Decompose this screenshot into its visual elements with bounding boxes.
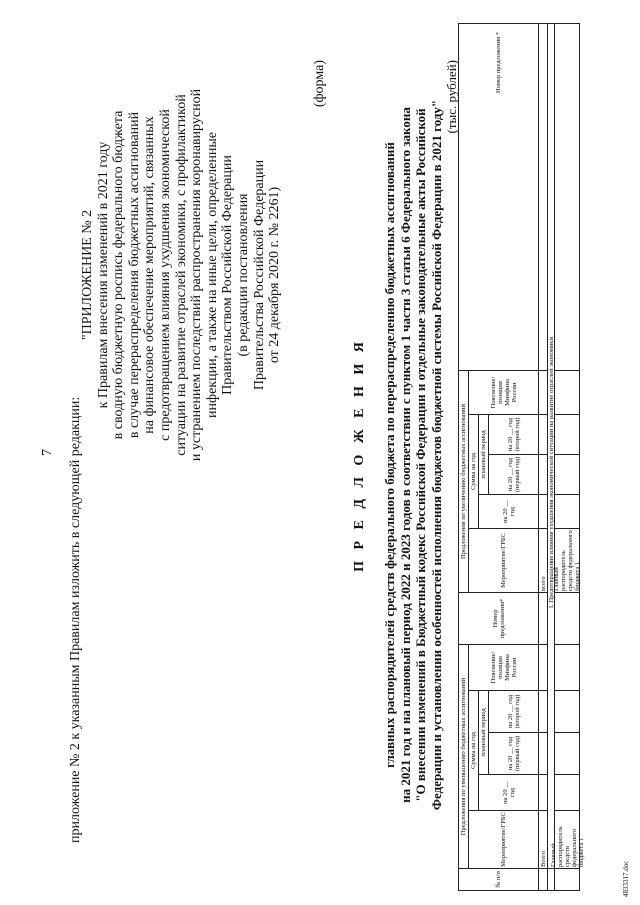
total-cell: [539, 644, 548, 690]
decrease-explanation: Пояснение/ позиция Минфина России: [469, 644, 539, 690]
grbs-right-label: Главный распорядитель средств федерального бюджета 1: [555, 528, 579, 592]
grbs-cell: [555, 592, 579, 644]
decrease-year-second: на 20 __ год (второй год): [489, 690, 539, 732]
grbs-cell: [555, 454, 579, 494]
total-cell: [539, 774, 548, 810]
title-line: Федерации и установлении особенностей исполнения бюджетов бюджетной системы Российской Федерации в 2021 году": [428, 99, 444, 811]
grbs-cell: [555, 370, 579, 414]
total-cell: [539, 690, 548, 732]
section-num-cell: [548, 868, 555, 890]
units-label: (тыс. рублей): [444, 60, 459, 134]
annex-line: на финансовое обеспечение мероприятий, связанных: [142, 116, 158, 434]
increase-explanation: Пояснение/ позиция Минфина России: [469, 370, 539, 414]
annex-line: с предотвращением влияния ухудшения экономической: [157, 109, 173, 441]
decrease-year-first: на 20 __ год (первый год): [489, 732, 539, 774]
increase-measure-header: Мероприятие/ГРБС: [469, 528, 539, 592]
increase-year-first: на 20 __ год (первый год): [489, 454, 539, 494]
title-line: на 2021 год и на плановый период 2022 и 2023 годов в соответствии с пунктом 1 части 3 статьи 6 Федерального закона: [397, 107, 413, 803]
increase-year-second: на 20 __ год (второй год): [489, 414, 539, 454]
increase-planned-period: плановый период: [479, 414, 489, 494]
title-heading: П Р Е Д Л О Ж Е Н И Я: [352, 338, 367, 572]
grbs-cell: [555, 644, 579, 690]
document-reference: 4833317.doc: [622, 860, 630, 897]
annex-block: [80, 75, 283, 475]
annex-line: инфекции, а также на иные цели, определенные: [204, 132, 220, 418]
grbs-cell: [555, 24, 579, 370]
intro-text: приложение № 2 к указанным Правилам изложить в следующей редакции:: [68, 396, 83, 843]
annex-line: "ПРИЛОЖЕНИЕ № 2: [80, 209, 95, 341]
grbs-left-label: Главный распорядитель средств федерального бюджета 1: [555, 810, 579, 868]
annex-line: в случае перераспределения бюджетных ассигнований: [126, 111, 142, 439]
total-left-label: Всего: [539, 810, 548, 868]
title-line: "О внесении изменений в Бюджетный кодекс Российской Федерации и отдельные законодательные акты Российской: [413, 108, 429, 802]
annex-line: ситуации на развитие отраслей экономики, с профилактикой: [173, 94, 189, 456]
proposals-table: [458, 23, 585, 891]
total-right-label: всего: [539, 528, 548, 592]
proposal-number-header: Номер предложения*: [459, 592, 539, 644]
decrease-group-header: Предложения по уменьшению бюджетных ассигнований: [459, 644, 469, 868]
annex-line: к Правилам внесения изменений в 2021 году: [95, 141, 111, 409]
total-cell: [539, 24, 548, 370]
forma-label: (форма): [312, 60, 327, 108]
grbs-cell: [555, 414, 579, 454]
total-num-cell: [539, 868, 548, 890]
decrease-year-current: на 20 __ год: [479, 774, 539, 810]
section-row-label: I. Предотвращение влияния ухудшения экономической ситуации на развитие отраслей экономики: [548, 24, 555, 868]
annex-line: и устранением последствий распространения коронавирусной: [189, 88, 205, 462]
increase-group-header: Предложения по увеличению бюджетных ассигнований: [459, 370, 469, 592]
total-cell: [539, 732, 548, 774]
annex-line: (в редакции постановления: [235, 193, 251, 357]
decrease-measure-header: Мероприятие/ГРБС: [469, 810, 539, 868]
grbs-cell: [555, 494, 579, 528]
grbs-cell: [555, 690, 579, 732]
proposal-number-right-header: Номер предложения *: [459, 24, 539, 370]
grbs-cell: [555, 774, 579, 810]
increase-sum-year-header: Сумма на год: [469, 414, 479, 528]
annex-line: от 24 декабря 2020 г. № 2261): [267, 186, 283, 364]
document-title: [352, 35, 444, 875]
increase-year-current: на 20 __ год: [479, 494, 539, 528]
decrease-sum-year-header: Сумма на год: [469, 690, 479, 810]
annex-line: Правительством Российской Федерации: [220, 155, 236, 395]
col-number-header: № п/п: [459, 868, 539, 890]
decrease-planned-period: плановый период: [479, 690, 489, 774]
title-line: главных распорядителей средств федерального бюджета по перераспределению бюджетных ассигнований: [382, 142, 397, 768]
annex-line: Правительства Российской Федерации: [251, 159, 267, 391]
page-number: 7: [40, 449, 55, 456]
annex-line: в сводную бюджетную роспись федерального бюджета: [111, 110, 127, 440]
grbs-num-cell: [555, 868, 579, 890]
grbs-cell: [555, 732, 579, 774]
